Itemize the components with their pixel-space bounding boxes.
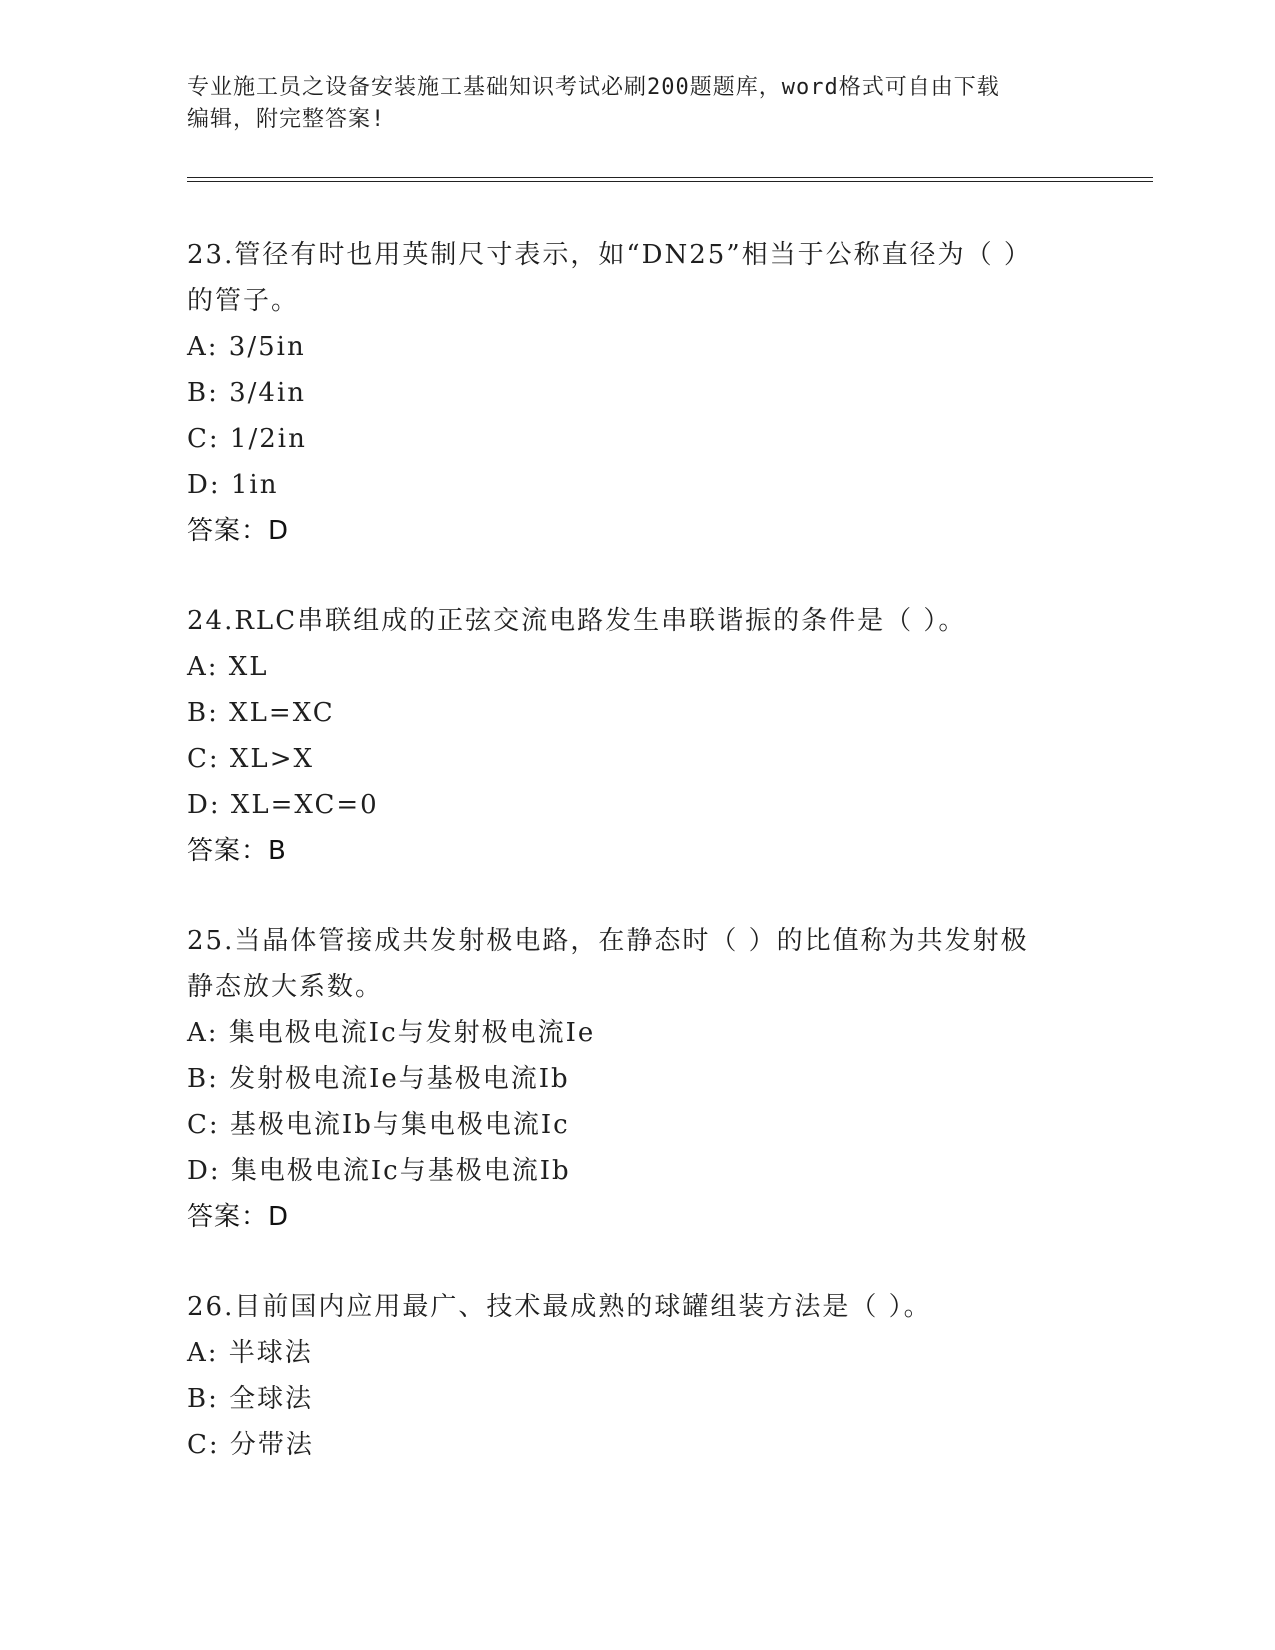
question-stem: 24.RLC串联组成的正弦交流电路发生串联谐振的条件是（ ）。 xyxy=(187,606,967,636)
header-divider xyxy=(187,177,1153,182)
option-d: D: 集电极电流Ic与基极电流Ib xyxy=(187,1156,571,1186)
answer-line: 答案：D xyxy=(187,516,290,546)
option-c: C: 1/2in xyxy=(187,424,307,454)
option-a: A: XL xyxy=(187,652,269,682)
option-b: B: 3/4in xyxy=(187,378,307,408)
option-a: A: 半球法 xyxy=(187,1338,313,1368)
question-stem-continued: 的管子。 xyxy=(187,286,300,316)
option-d: D: 1in xyxy=(187,470,279,500)
option-b: B: XL=XC xyxy=(187,698,335,728)
question-stem-continued: 静态放大系数。 xyxy=(187,972,384,1002)
question-list xyxy=(187,232,1087,1512)
question-23 xyxy=(187,232,1087,554)
question-stem: 25.当晶体管接成共发射极电路，在静态时（ ）的比值称为共发射极 xyxy=(187,926,1029,956)
option-d: D: XL=XC=0 xyxy=(187,790,379,820)
document-header xyxy=(187,72,1087,136)
option-a: A: 3/5in xyxy=(187,332,306,362)
answer-line: 答案：D xyxy=(187,1202,290,1232)
option-b: B: 发射极电流Ie与基极电流Ib xyxy=(187,1064,570,1094)
option-c: C: 分带法 xyxy=(187,1430,314,1460)
header-title-line2: 编辑，附完整答案! xyxy=(187,107,386,132)
question-stem: 26.目前国内应用最广、技术最成熟的球罐组装方法是（ ）。 xyxy=(187,1292,932,1322)
answer-line: 答案：B xyxy=(187,836,287,866)
question-26 xyxy=(187,1284,1087,1468)
option-b: B: 全球法 xyxy=(187,1384,314,1414)
header-title-line1: 专业施工员之设备安装施工基础知识考试必刷200题题库，word格式可自由下载 xyxy=(187,75,1000,100)
option-a: A: 集电极电流Ic与发射极电流Ie xyxy=(187,1018,596,1048)
option-c: C: XL>X xyxy=(187,744,314,774)
question-stem: 23.管径有时也用英制尺寸表示，如“DN25”相当于公称直径为（ ） xyxy=(187,240,1032,270)
question-24 xyxy=(187,598,1087,874)
option-c: C: 基极电流Ib与集电极电流Ic xyxy=(187,1110,570,1140)
question-25 xyxy=(187,918,1087,1240)
